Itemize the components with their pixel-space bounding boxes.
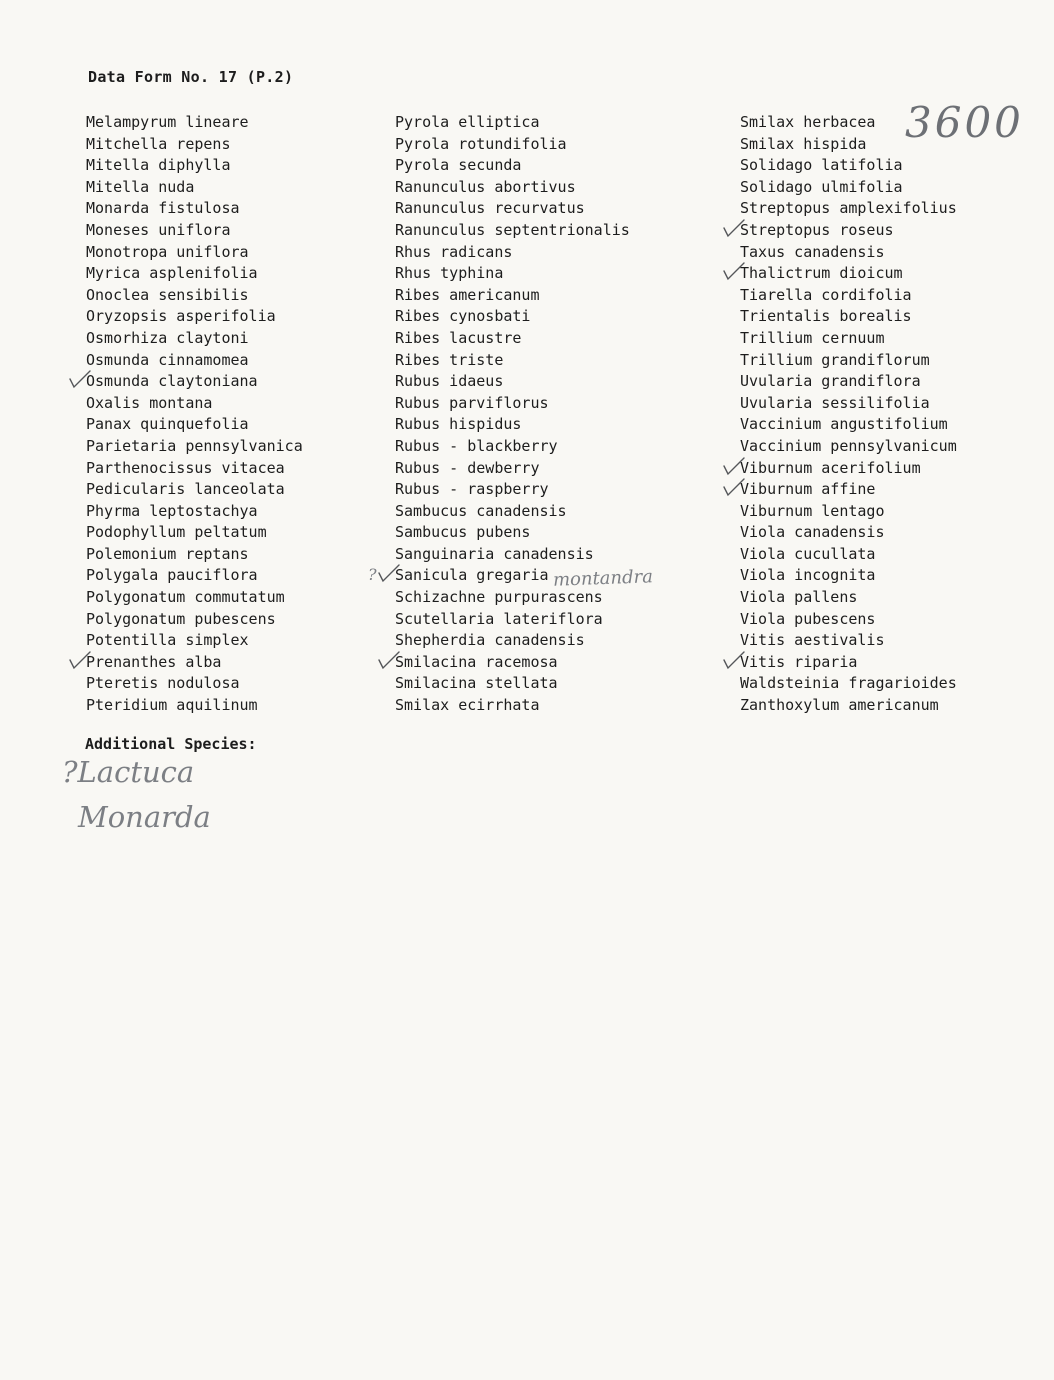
species-list-item bbox=[740, 177, 957, 199]
species-name: Viburnum acerifolium bbox=[740, 458, 921, 477]
species-name: Viola canadensis bbox=[740, 523, 885, 542]
species-name: Potentilla simplex bbox=[86, 631, 249, 650]
species-list-item bbox=[86, 630, 303, 652]
species-list-item bbox=[395, 393, 630, 415]
species-list-item bbox=[740, 652, 957, 674]
species-list-item bbox=[86, 134, 303, 156]
species-list-item bbox=[86, 328, 303, 350]
species-list-item bbox=[86, 544, 303, 566]
species-name: Parietaria pennsylvanica bbox=[86, 436, 303, 455]
species-list-item bbox=[740, 350, 957, 372]
species-name: Pteridium aquilinum bbox=[86, 696, 258, 715]
species-name: Osmunda cinnamomea bbox=[86, 350, 249, 369]
handwritten-additional-species-1: ?Lactuca bbox=[62, 755, 195, 789]
species-list-item bbox=[86, 393, 303, 415]
species-name: Smilacina stellata bbox=[395, 674, 558, 693]
species-list-item bbox=[86, 609, 303, 631]
species-name: Streptopus roseus bbox=[740, 220, 894, 239]
species-name: Shepherdia canadensis bbox=[395, 631, 585, 650]
species-name: Pedicularis lanceolata bbox=[86, 480, 285, 499]
species-list-item bbox=[395, 242, 630, 264]
species-name: Thalictrum dioicum bbox=[740, 264, 903, 283]
species-list-item bbox=[395, 220, 630, 242]
species-list-item bbox=[740, 458, 957, 480]
species-name: Solidago latifolia bbox=[740, 156, 903, 175]
species-name: Rubus idaeus bbox=[395, 372, 504, 391]
species-list-item bbox=[86, 522, 303, 544]
species-name: Vitis aestivalis bbox=[740, 631, 885, 650]
species-name: Polygala pauciflora bbox=[86, 566, 258, 585]
species-name: Myrica asplenifolia bbox=[86, 264, 258, 283]
species-list-item bbox=[86, 112, 303, 134]
species-name: Zanthoxylum americanum bbox=[740, 696, 939, 715]
species-name: Podophyllum peltatum bbox=[86, 523, 267, 542]
species-name: Uvularia grandiflora bbox=[740, 372, 921, 391]
species-name: Viburnum lentago bbox=[740, 501, 885, 520]
species-name: Trientalis borealis bbox=[740, 307, 912, 326]
species-list-item bbox=[86, 414, 303, 436]
species-list-item bbox=[86, 371, 303, 393]
species-list-item bbox=[395, 544, 630, 566]
species-list-item bbox=[86, 242, 303, 264]
species-name: Rubus parviflorus bbox=[395, 393, 549, 412]
species-list-item bbox=[86, 263, 303, 285]
species-name: Ribes triste bbox=[395, 350, 504, 369]
species-list-item bbox=[395, 371, 630, 393]
species-name: Vaccinium pennsylvanicum bbox=[740, 436, 957, 455]
species-name: Trillium grandiflorum bbox=[740, 350, 930, 369]
species-name: Melampyrum lineare bbox=[86, 113, 249, 131]
species-name: Prenanthes alba bbox=[86, 652, 222, 671]
species-list-item bbox=[740, 673, 957, 695]
species-name: Viola pallens bbox=[740, 588, 858, 607]
species-list-item bbox=[86, 285, 303, 307]
species-name: Pteretis nodulosa bbox=[86, 674, 240, 693]
species-name: Moneses uniflora bbox=[86, 220, 231, 239]
species-name: Viola pubescens bbox=[740, 609, 876, 628]
species-list-item bbox=[86, 198, 303, 220]
species-list-item bbox=[395, 414, 630, 436]
species-name: Ribes lacustre bbox=[395, 328, 522, 347]
species-list-item bbox=[740, 609, 957, 631]
species-name: Solidago ulmifolia bbox=[740, 177, 903, 196]
species-list-item bbox=[395, 112, 630, 134]
species-name: Rubus - raspberry bbox=[395, 480, 549, 499]
species-list-item bbox=[86, 695, 303, 717]
species-list-item bbox=[740, 501, 957, 523]
species-list-item bbox=[740, 436, 957, 458]
species-name: Rubus hispidus bbox=[395, 415, 522, 434]
species-list-item bbox=[395, 155, 630, 177]
species-list-item bbox=[395, 587, 630, 609]
form-title: Data Form No. 17 (P.2) bbox=[88, 68, 294, 86]
species-name: Onoclea sensibilis bbox=[86, 285, 249, 304]
species-list-item bbox=[740, 522, 957, 544]
species-list-item bbox=[86, 458, 303, 480]
species-name: Viola incognita bbox=[740, 566, 876, 585]
species-name: Sambucus pubens bbox=[395, 523, 531, 542]
species-name: Pyrola secunda bbox=[395, 156, 522, 175]
species-list-item bbox=[740, 155, 957, 177]
species-list-item bbox=[395, 436, 630, 458]
species-list-item bbox=[740, 198, 957, 220]
species-name: Mitella diphylla bbox=[86, 156, 231, 175]
species-name: Tiarella cordifolia bbox=[740, 285, 912, 304]
species-list-item bbox=[86, 501, 303, 523]
species-list-item bbox=[740, 306, 957, 328]
handwritten-annotation: montandra bbox=[552, 566, 654, 591]
species-list-item bbox=[86, 350, 303, 372]
species-list-item bbox=[740, 695, 957, 717]
handwritten-question-mark: ? bbox=[368, 565, 377, 584]
species-name: Scutellaria lateriflora bbox=[395, 609, 603, 628]
species-name: Smilax hispida bbox=[740, 134, 867, 153]
species-name: Sambucus canadensis bbox=[395, 501, 567, 520]
species-list-item bbox=[86, 479, 303, 501]
species-list-item bbox=[86, 652, 303, 674]
species-list-item bbox=[740, 544, 957, 566]
species-list-item bbox=[740, 220, 957, 242]
species-list-item bbox=[86, 565, 303, 587]
species-list-item bbox=[86, 220, 303, 242]
species-name: Viburnum affine bbox=[740, 480, 876, 499]
species-list-item bbox=[395, 350, 630, 372]
species-name: Uvularia sessilifolia bbox=[740, 393, 930, 412]
species-column-1 bbox=[86, 112, 303, 717]
species-name: Schizachne purpurascens bbox=[395, 588, 603, 607]
species-name: Smilax ecirrhata bbox=[395, 696, 540, 715]
species-column-3 bbox=[740, 112, 957, 717]
species-name: Rubus - blackberry bbox=[395, 436, 558, 455]
species-list-item bbox=[395, 522, 630, 544]
species-name: Streptopus amplexifolius bbox=[740, 199, 957, 218]
species-list-item bbox=[395, 652, 630, 674]
species-list-item bbox=[395, 306, 630, 328]
handwritten-number: 3600 bbox=[905, 98, 1024, 147]
species-list-item bbox=[395, 198, 630, 220]
species-name: Oryzopsis asperifolia bbox=[86, 307, 276, 326]
species-list-item bbox=[395, 263, 630, 285]
species-list-item bbox=[395, 673, 630, 695]
species-name: Sanguinaria canadensis bbox=[395, 544, 594, 563]
species-name: Monarda fistulosa bbox=[86, 199, 240, 218]
species-name: Pyrola elliptica bbox=[395, 113, 540, 131]
species-name: Polygonatum pubescens bbox=[86, 609, 276, 628]
species-name: Oxalis montana bbox=[86, 393, 213, 412]
species-list-item bbox=[740, 285, 957, 307]
handwritten-additional-species-2: Monarda bbox=[78, 800, 211, 834]
species-name: Sanicula gregaria bbox=[395, 566, 549, 585]
species-name: Panax quinquefolia bbox=[86, 415, 249, 434]
species-name: Rhus radicans bbox=[395, 242, 513, 261]
species-name: Ranunculus abortivus bbox=[395, 177, 576, 196]
species-name: Viola cucullata bbox=[740, 544, 876, 563]
species-list-item bbox=[740, 371, 957, 393]
species-list-item bbox=[395, 630, 630, 652]
species-name: Waldsteinia fragarioides bbox=[740, 674, 957, 693]
species-list-item bbox=[86, 673, 303, 695]
species-list-item bbox=[395, 134, 630, 156]
species-name: Vaccinium angustifolium bbox=[740, 415, 948, 434]
species-column-2 bbox=[395, 112, 630, 717]
species-name: Mitella nuda bbox=[86, 177, 195, 196]
species-list-item bbox=[395, 695, 630, 717]
species-list-item bbox=[740, 393, 957, 415]
species-name: Rhus typhina bbox=[395, 264, 504, 283]
species-name: Mitchella repens bbox=[86, 134, 231, 153]
species-list-item bbox=[395, 479, 630, 501]
species-name: Polemonium reptans bbox=[86, 544, 249, 563]
species-name: Ribes americanum bbox=[395, 285, 540, 304]
species-list-item bbox=[395, 285, 630, 307]
species-name: Monotropa uniflora bbox=[86, 242, 249, 261]
species-list-item bbox=[395, 609, 630, 631]
species-name: Ranunculus recurvatus bbox=[395, 199, 585, 218]
species-list-item bbox=[86, 587, 303, 609]
species-list-item bbox=[740, 242, 957, 264]
species-name: Phyrma leptostachya bbox=[86, 501, 258, 520]
species-name: Smilax herbacea bbox=[740, 113, 876, 131]
species-name: Polygonatum commutatum bbox=[86, 588, 285, 607]
species-name: Ribes cynosbati bbox=[395, 307, 531, 326]
species-list-item bbox=[740, 414, 957, 436]
species-list-item bbox=[395, 501, 630, 523]
species-name: Osmunda claytoniana bbox=[86, 372, 258, 391]
species-name: Parthenocissus vitacea bbox=[86, 458, 285, 477]
species-list-item bbox=[86, 436, 303, 458]
species-list-item bbox=[740, 479, 957, 501]
species-name: Vitis riparia bbox=[740, 652, 858, 671]
species-list-item bbox=[86, 306, 303, 328]
species-list-item bbox=[740, 630, 957, 652]
species-list-item bbox=[395, 177, 630, 199]
species-list-item bbox=[86, 155, 303, 177]
species-name: Trillium cernuum bbox=[740, 328, 885, 347]
species-list-item bbox=[395, 328, 630, 350]
species-name: Ranunculus septentrionalis bbox=[395, 220, 630, 239]
species-list-item bbox=[740, 328, 957, 350]
species-name: Smilacina racemosa bbox=[395, 652, 558, 671]
species-list-item bbox=[86, 177, 303, 199]
species-list-item bbox=[740, 263, 957, 285]
species-name: Pyrola rotundifolia bbox=[395, 134, 567, 153]
species-list-item bbox=[740, 587, 957, 609]
species-list-item bbox=[740, 565, 957, 587]
species-list-item bbox=[395, 458, 630, 480]
species-name: Rubus - dewberry bbox=[395, 458, 540, 477]
species-name: Taxus canadensis bbox=[740, 242, 885, 261]
species-name: Osmorhiza claytoni bbox=[86, 328, 249, 347]
additional-species-label: Additional Species: bbox=[85, 735, 257, 753]
